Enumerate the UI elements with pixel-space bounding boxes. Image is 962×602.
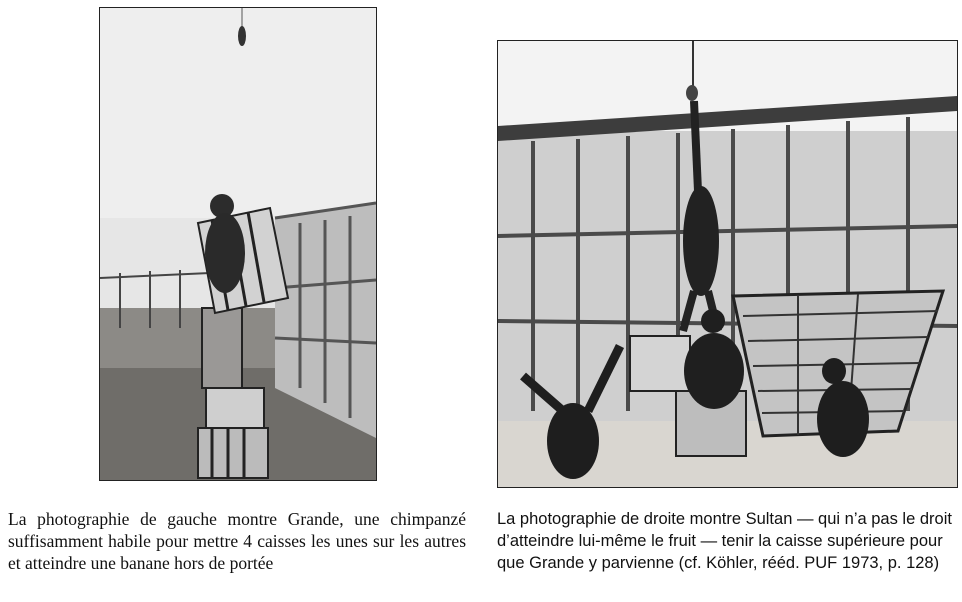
caption-left: La photographie de gauche montre Grande, une chimpanzé suffisamment habile pour mettre 4 caisses les unes sur les autres et atteindre une banane hors de portée (8, 509, 466, 573)
photo-left-illustration (100, 8, 376, 480)
photo-right-sultan (497, 40, 958, 488)
photo-right-illustration (498, 41, 957, 487)
caption-right: La photographie de droite montre Sultan — qui n’a pas le droit d’atteindre lui-même le fruit — tenir la caisse supérieure pour que Grande y parvienne (cf. Köhler, rééd. PUF 1973, p. 128) (497, 510, 952, 572)
photo-left-grande (99, 7, 377, 481)
